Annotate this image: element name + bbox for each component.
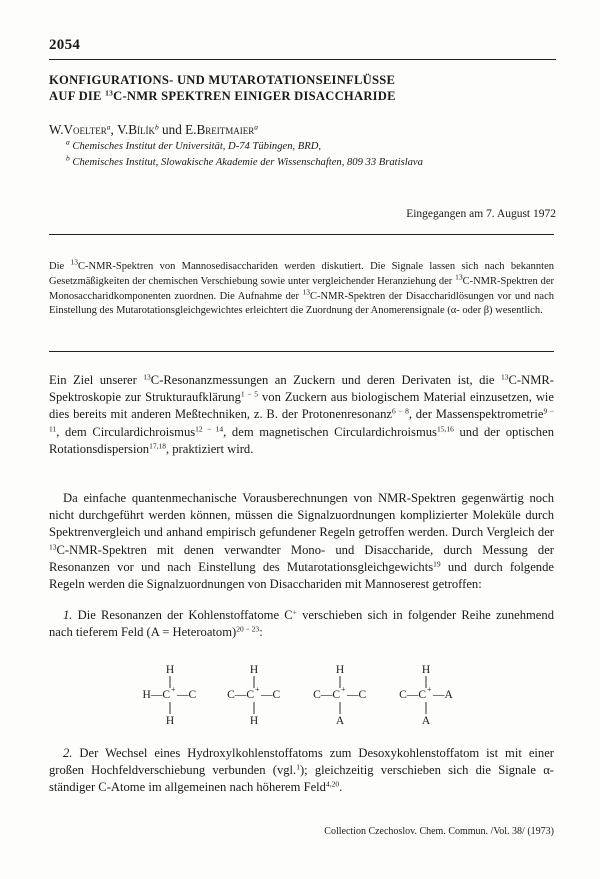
paragraph-method: Da einfache quantenmechanische Vorausberechnungen von NMR-Spektren gegenwärtig noch nicht durchgeführt werden können, müssen die Signalzuordnungen komplizierter Moleküle durch Spektrenvergleich und anhand empirisch gefundener Regeln getroffen werden. Durch Vergleich der $^{13}$C-NMR-Spektren mit denen verwandter Mono- und Disaccharide, durch Messung der Resonanzen vor und nach Einstellung des Mutarotationsgleichgewichts$^{19}$ und durch folgende Regeln werden die Signalzuordnungen von Disacchariden mit Mannoserest getroffen:	[49, 491, 554, 592]
svg-text:+: +	[427, 685, 432, 694]
author-name: W.Voelter	[49, 122, 107, 137]
page-number: 2054	[49, 37, 81, 53]
svg-text:H: H	[335, 664, 345, 676]
svg-text:H: H	[249, 664, 259, 676]
svg-text:A: A	[335, 715, 345, 727]
author-list: W.Voelter$^a$, V.Bílík$^b$ und E.Breitmaier$^a$	[49, 122, 259, 137]
svg-text:C—C: C—C	[399, 689, 426, 701]
svg-text:A: A	[421, 715, 431, 727]
formula-3	[313, 664, 366, 727]
svg-text:—A: —A	[433, 689, 453, 701]
paragraph-intro: Ein Ziel unserer $^{13}$C-Resonanzmessungen an Zuckern und deren Derivaten ist, die $^{13}$C-NMR-Spektroskopie zur Strukturaufklärung$^{1 - 5}$ von Zuckern aus biologischem Material einzusetzen, wie dies bereits mit anderen Meßtechniken, z. B. der Protonenresonanz$^{6 - 8}$, der Massenspektrometrie$^{9 - 11}$, dem Circulardichroismus$^{12 - 14}$, dem magnetischen Circulardichroismus$^{15,16}$ und der optischen Rotationsdispersion$^{17,18}$, praktiziert wird.	[49, 372, 555, 456]
svg-text:—C: —C	[261, 689, 281, 701]
title-line-1: KONFIGURATIONS- UND MUTAROTATIONSEINFLÜSSE	[49, 73, 396, 87]
svg-text:H—C: H—C	[142, 689, 170, 701]
formula-1	[143, 664, 197, 727]
svg-text:H: H	[165, 715, 175, 727]
svg-text:—C: —C	[177, 689, 197, 701]
formula-4	[399, 664, 453, 727]
svg-text:—C: —C	[347, 689, 367, 701]
svg-text:+: +	[341, 685, 346, 694]
svg-text:H: H	[249, 715, 259, 727]
svg-text:+: +	[255, 685, 260, 694]
article-title	[49, 72, 556, 104]
rule-2: 2. Der Wechsel eines Hydroxylkohlenstoffatoms zum Desoxykohlenstoffatom ist mit einer großen Hochfeldverschiebung verbunden (vgl.$^1$); gleichzeitig verschieben sich die Signale α-ständiger C-Atome im allgemeinen nach höherem Feld$^{4,20}$.	[49, 746, 554, 795]
carbon-formulas	[140, 662, 520, 728]
header-rule	[49, 59, 556, 60]
author-name: V.Bílík	[117, 122, 155, 137]
rule-1: 1. Die Resonanzen der Kohlenstoffatome C+ verschieben sich in folgender Reihe zunehmend nach tieferem Feld (A = Heteroatom)$^{20 - 23}$:	[49, 607, 554, 640]
abstract-rule-top	[49, 234, 554, 235]
formula-2	[227, 664, 280, 727]
affiliation-b: $^b$ Chemisches Institut, Slowakische Akademie der Wissenschaften, 809 33 Bratislava	[66, 153, 423, 168]
abstract-rule-bottom	[49, 351, 554, 352]
author-name: E.Breitmaier	[185, 122, 255, 137]
svg-text:C—C: C—C	[227, 689, 254, 701]
svg-text:C—C: C—C	[313, 689, 340, 701]
journal-citation: Collection Czechoslov. Chem. Commun. /Vol. 38/ (1973)	[324, 826, 554, 837]
received-date: Eingegangen am 7. August 1972	[406, 208, 556, 220]
title-line-2: AUF DIE $^{13}$C-NMR SPEKTREN EINIGER DISACCHARIDE	[49, 88, 396, 103]
abstract: Die $^{13}$C-NMR-Spektren von Mannosedisacchariden werden diskutiert. Die Signale lassen sich nach bekannten Gesetzmäßigkeiten der chemischen Verschiebung sowie unter vergleichender Heranziehung der $^{13}$C-NMR-Spektren der Monosaccharidkomponenten zuordnen. Die Aufnahme der $^{13}$C-NMR-Spektren der Disaccharidlösungen vor und nach Einstellung des Mutarotationsgleichgewichtes erleichtert die Zuordnung der Anomerensignale (α- oder β) wesentlich.	[49, 257, 555, 317]
svg-text:+: +	[171, 685, 176, 694]
affiliation-a: $^a$ Chemisches Institut der Universität, D-74 Tübingen, BRD,	[66, 137, 322, 152]
svg-text:H: H	[165, 664, 175, 676]
svg-text:H: H	[421, 664, 431, 676]
